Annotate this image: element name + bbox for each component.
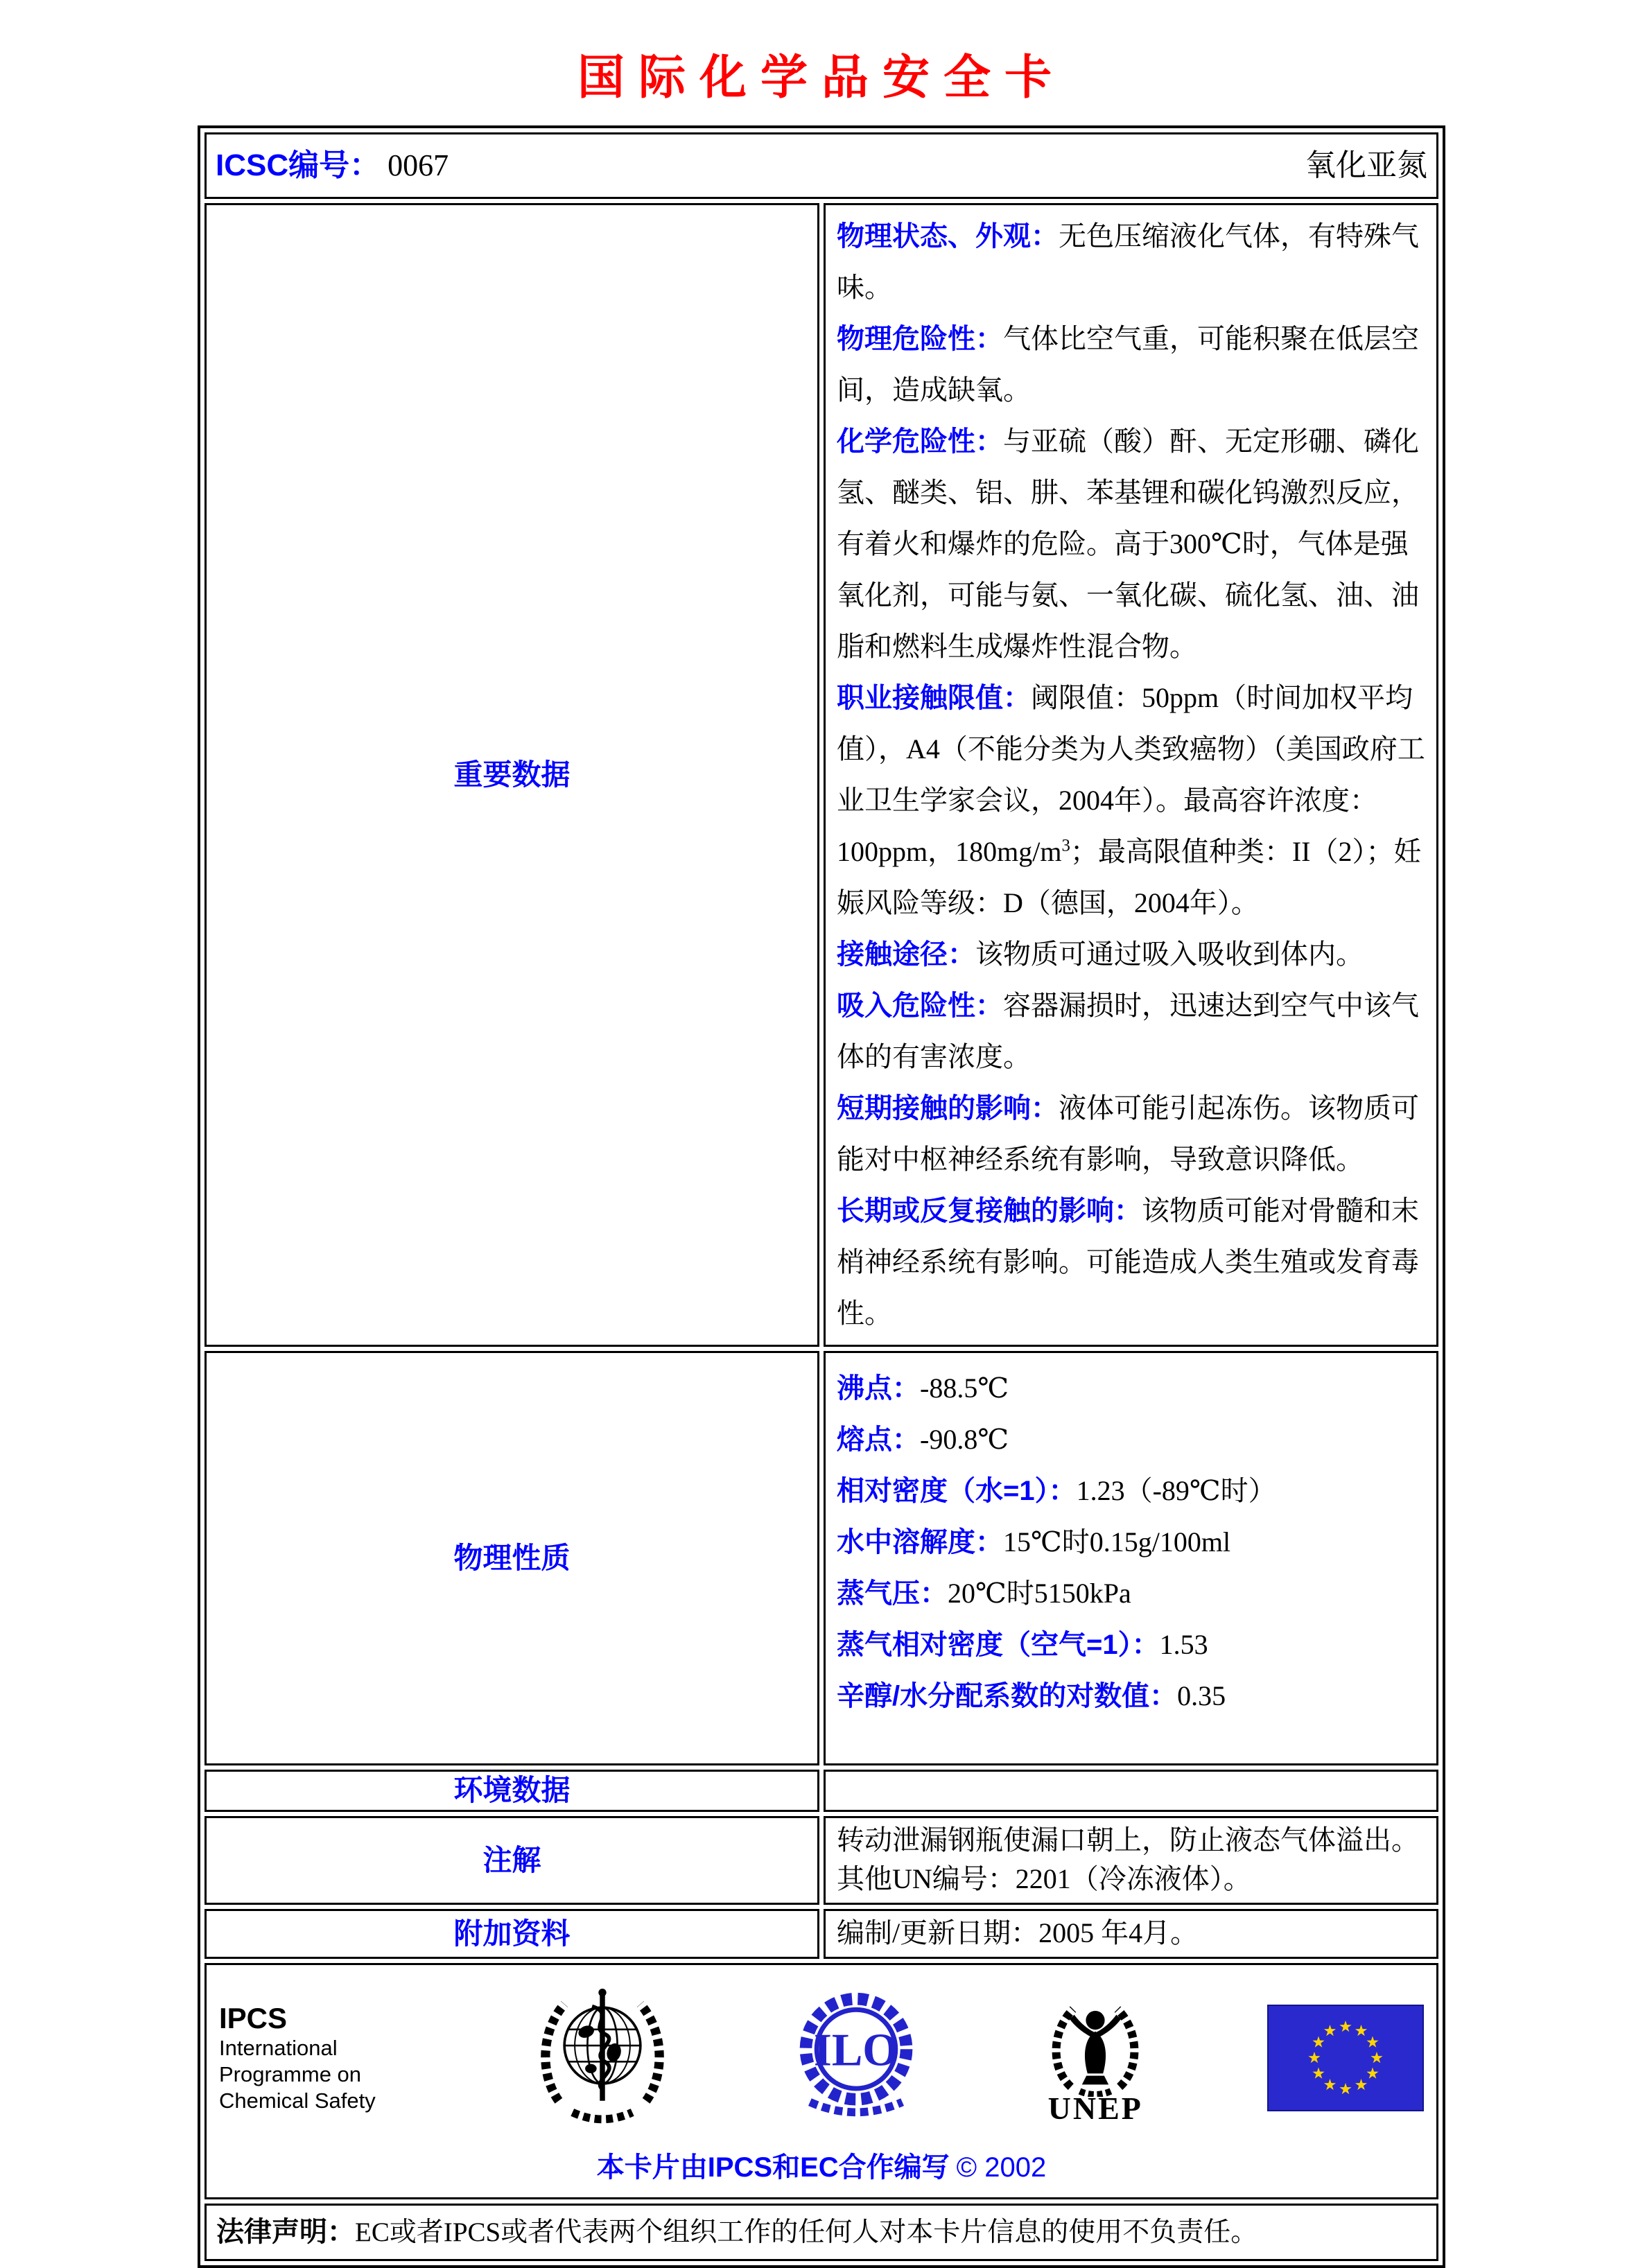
data-item: [837, 1465, 1425, 1517]
section-content-important: [824, 203, 1438, 1347]
data-item: [837, 1363, 1425, 1414]
item-text: 该物质可通过吸入吸收到体内。: [975, 939, 1364, 970]
section-content-notes: 转动泄漏钢瓶使漏口朝上，防止液态气体溢出。其他UN编号：2201（冷冻液体）。: [824, 1816, 1438, 1905]
item-label: 蒸气压：: [837, 1578, 948, 1610]
item-text: 液体可能引起冻伤。该物质可能对中枢神经系统有影响，导致意识降低。: [837, 1092, 1419, 1176]
item-text: 0.35: [1177, 1680, 1226, 1712]
item-text: 1.53: [1159, 1629, 1208, 1661]
cooperation-caption: [219, 2145, 1424, 2185]
unep-label: UNEP: [1047, 2090, 1143, 2126]
legal-label: 法律声明：: [216, 2216, 355, 2247]
section-label-important: 重要数据: [204, 203, 819, 1347]
item-text: 容器漏损时，迅速达到空气中该气体的有害浓度。: [837, 990, 1419, 1073]
section-content-environment: [824, 1770, 1438, 1812]
chemical-name: 氧化亚氮: [1305, 148, 1427, 182]
item-text: 1.23（-89℃时）: [1076, 1475, 1276, 1507]
header-row: [204, 132, 1438, 199]
legal-row: [204, 2204, 1438, 2261]
data-item: [837, 980, 1425, 1083]
item-text: -90.8℃: [920, 1424, 1009, 1456]
item-label: 物理危险性：: [837, 324, 1003, 355]
eu-flag-icon: [1267, 2005, 1424, 2111]
icsc-number-label: ICSC编号：: [216, 148, 381, 182]
data-item: [837, 1517, 1425, 1568]
item-label: 接触途径：: [837, 939, 975, 970]
logos-row: [204, 1963, 1438, 2199]
section-row-important: [204, 203, 1438, 1347]
item-label: 短期接触的影响：: [837, 1093, 1059, 1124]
data-item: [837, 1185, 1425, 1339]
section-content-physical: [824, 1351, 1438, 1765]
ipcs-block: [219, 2002, 417, 2114]
caption-text: 本卡片由IPCS和EC合作编写: [596, 2152, 950, 2183]
legal-text: EC或者IPCS或者代表两个组织工作的任何人对本卡片信息的使用不负责任。: [355, 2217, 1258, 2247]
item-label: 物理状态、外观：: [837, 221, 1059, 252]
item-label: 辛醇/水分配系数的对数值：: [837, 1681, 1178, 1712]
section-row-notes: [204, 1816, 1438, 1905]
item-label: 沸点：: [837, 1373, 920, 1404]
icsc-number-field: [216, 149, 449, 182]
ipcs-line: Programme on: [219, 2062, 362, 2087]
item-label: 水中溶解度：: [837, 1527, 1003, 1558]
item-text: 气体比空气重，可能积聚在低层空间，造成缺氧。: [837, 323, 1419, 406]
item-label: 相对密度（水=1）：: [837, 1476, 1077, 1507]
data-item: [837, 211, 1425, 313]
section-label-additional: 附加资料: [204, 1909, 819, 1959]
item-text: ；最高限值种类：II（2）；妊娠风险等级：D（德国，2004年）。: [837, 836, 1422, 919]
item-text: 无色压缩液化气体，有特殊气味。: [837, 220, 1419, 304]
section-label-environment: 环境数据: [204, 1770, 819, 1812]
superscript: 3: [1061, 837, 1070, 856]
data-item: [837, 1671, 1425, 1722]
data-item: [837, 1414, 1425, 1465]
icsc-card-page: [198, 40, 1445, 2268]
section-content-additional: 编制/更新日期：2005 年4月。: [824, 1909, 1438, 1959]
data-item: [837, 313, 1425, 416]
item-label: 化学危险性：: [837, 426, 1003, 457]
section-row-environment: [204, 1770, 1438, 1812]
icsc-number-value: 0067: [388, 148, 449, 182]
page-title: 国际化学品安全卡: [577, 50, 1065, 105]
item-label: 蒸气相对密度（空气=1）：: [837, 1630, 1160, 1661]
item-label: 吸入危险性：: [837, 991, 1003, 1022]
data-item: [837, 1083, 1425, 1185]
data-item: [837, 416, 1425, 672]
icsc-card-table: [198, 125, 1445, 2268]
ipcs-acronym: IPCS: [219, 2001, 288, 2034]
item-text: 该物质可能对骨髓和末梢神经系统有影响。可能造成人类生殖或发育毒性。: [837, 1195, 1419, 1329]
ipcs-line: Chemical Safety: [219, 2088, 376, 2113]
section-label-notes: 注解: [204, 1816, 819, 1905]
unep-emblem-icon: [1040, 1991, 1151, 2125]
item-text: 阈限值：50ppm（时间加权平均值），A4（不能分类为人类致癌物）（美国政府工业卫生学家会议，2004年）。最高容许浓度：100ppm，180mg/m: [837, 682, 1425, 868]
ilo-emblem-icon: [788, 1988, 924, 2127]
data-item: [837, 672, 1425, 929]
section-label-physical: 物理性质: [204, 1351, 819, 1765]
data-item: [837, 1568, 1425, 1619]
item-label: 熔点：: [837, 1424, 920, 1456]
item-text: 20℃时5150kPa: [948, 1578, 1131, 1610]
item-text: 15℃时0.15g/100ml: [1003, 1526, 1231, 1558]
section-row-additional: [204, 1909, 1438, 1959]
section-row-physical: [204, 1351, 1438, 1765]
data-item: [837, 929, 1425, 980]
item-label: 职业接触限值：: [837, 683, 1031, 714]
who-emblem-icon: [533, 1981, 672, 2134]
item-label: 长期或反复接触的影响：: [837, 1196, 1142, 1227]
data-item: [837, 1619, 1425, 1671]
item-text: 与亚硫（酸）酐、无定形硼、磷化氢、醚类、铝、肼、苯基锂和碳化钨激烈反应，有着火和爆炸的危险。高于300℃时，气体是强氧化剂，可能与氨、一氧化碳、硫化氢、油、油脂和燃料生成爆炸性混合物。: [837, 426, 1419, 663]
ipcs-line: International: [219, 2036, 338, 2061]
item-text: -88.5℃: [920, 1372, 1009, 1404]
svg-text:ILO: ILO: [813, 2025, 898, 2077]
copyright-text: © 2002: [956, 2152, 1047, 2183]
